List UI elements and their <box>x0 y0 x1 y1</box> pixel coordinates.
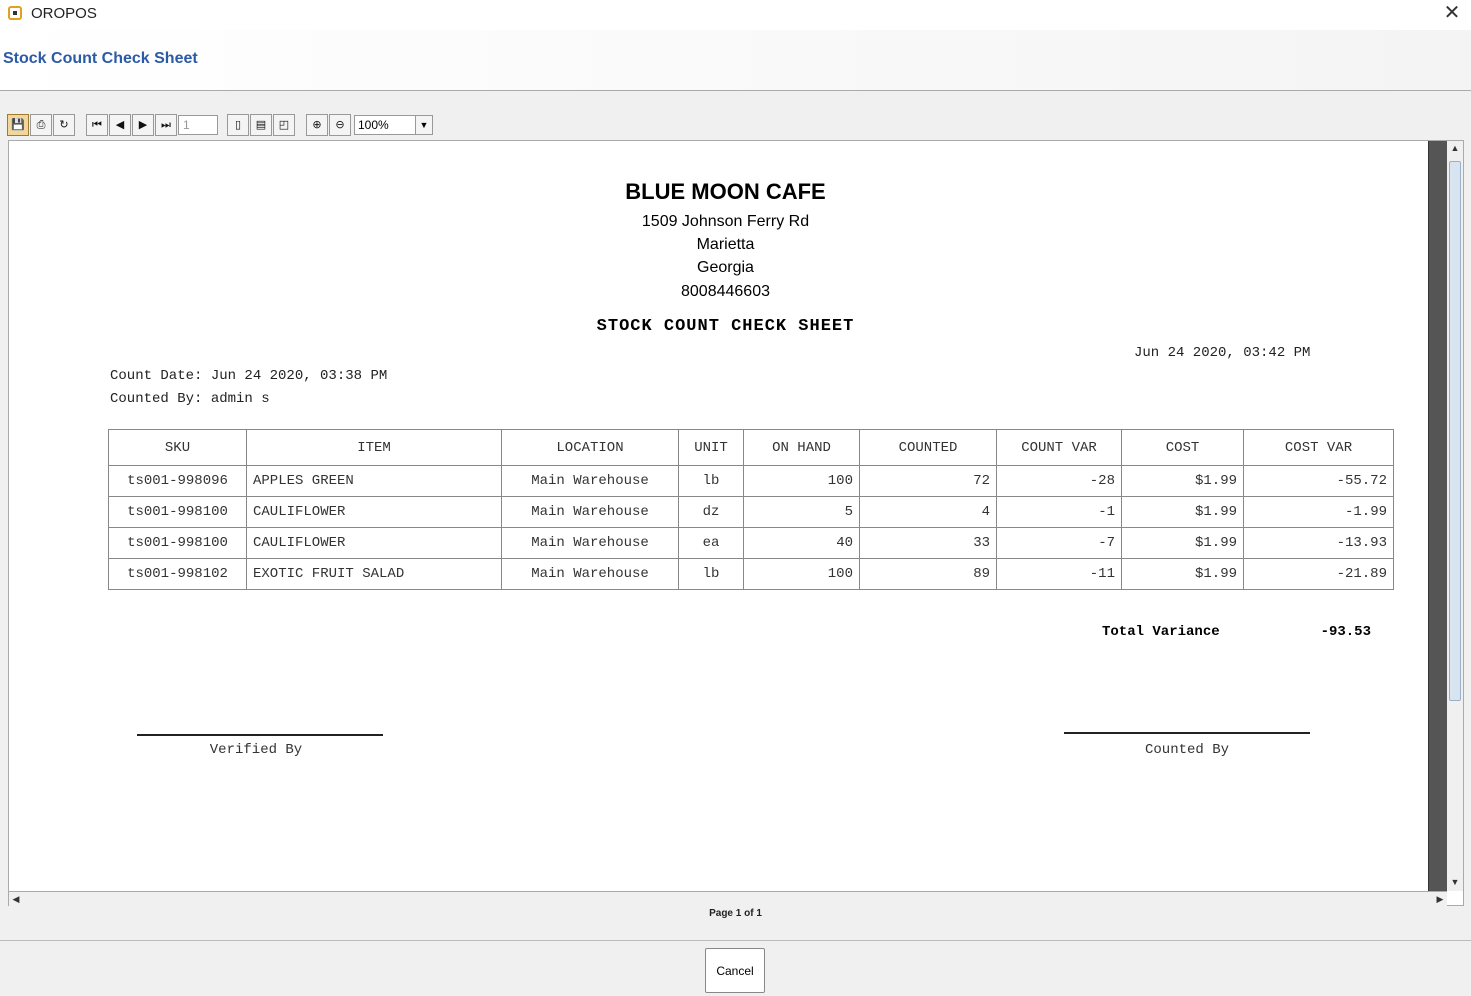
cell-cost-var: -21.89 <box>1244 559 1394 590</box>
cell-on-hand: 40 <box>744 528 860 559</box>
cell-location: Main Warehouse <box>502 528 679 559</box>
total-variance-label: Total Variance <box>1102 624 1220 640</box>
report-title: STOCK COUNT CHECK SHEET <box>596 317 855 336</box>
page-title: Stock Count Check Sheet <box>3 50 198 67</box>
report-viewer <box>8 140 1464 906</box>
fit-page-icon[interactable]: ▤ <box>250 114 272 136</box>
right-gutter <box>1428 141 1448 891</box>
cell-cost: $1.99 <box>1122 528 1244 559</box>
scroll-up-icon[interactable]: ▲ <box>1450 143 1460 153</box>
print-icon[interactable]: ⎙ <box>30 114 52 136</box>
vertical-scrollbar[interactable] <box>1447 141 1463 891</box>
cell-location: Main Warehouse <box>502 497 679 528</box>
title-bar <box>0 0 1471 30</box>
cell-cost: $1.99 <box>1122 497 1244 528</box>
table-row <box>109 497 1394 528</box>
table-header-row <box>109 430 1394 466</box>
cell-unit: lb <box>679 559 744 590</box>
cell-on-hand: 100 <box>744 466 860 497</box>
cell-cost-var: -1.99 <box>1244 497 1394 528</box>
report-toolbar <box>0 112 1471 138</box>
actual-size-icon[interactable]: ▯ <box>227 114 249 136</box>
cell-sku: ts001-998100 <box>109 497 247 528</box>
first-page-icon[interactable]: ⏮ <box>86 114 108 136</box>
company-name: BLUE MOON CAFE <box>625 179 826 204</box>
zoom-out-icon[interactable]: ⊖ <box>329 114 351 136</box>
counted-by-signature-line <box>1064 732 1310 734</box>
next-page-icon[interactable]: ▶ <box>132 114 154 136</box>
zoom-select[interactable] <box>354 115 433 135</box>
company-phone: 8008446603 <box>681 283 770 300</box>
cell-on-hand: 5 <box>744 497 860 528</box>
cell-counted: 72 <box>860 466 997 497</box>
cell-counted: 89 <box>860 559 997 590</box>
vertical-scroll-thumb[interactable] <box>1449 161 1461 701</box>
column-header-count-var: COUNT VAR <box>997 430 1122 466</box>
total-variance-value: -93.53 <box>1320 624 1371 640</box>
table-row <box>109 559 1394 590</box>
company-city: Marietta <box>696 236 755 253</box>
cell-sku: ts001-998100 <box>109 528 247 559</box>
cell-item: CAULIFLOWER <box>247 528 502 559</box>
cell-count-var: -28 <box>997 466 1122 497</box>
window-title: OROPOS <box>31 5 97 22</box>
cell-item: APPLES GREEN <box>247 466 502 497</box>
counted-by: Counted By: admin s <box>110 391 270 407</box>
previous-page-icon[interactable]: ◀ <box>109 114 131 136</box>
verified-by-signature-line <box>137 734 383 736</box>
scroll-right-icon[interactable]: ▶ <box>1436 894 1444 904</box>
stock-table <box>108 429 1394 590</box>
company-address: 1509 Johnson Ferry Rd <box>641 213 810 230</box>
left-gutter <box>9 141 24 891</box>
cell-cost: $1.99 <box>1122 466 1244 497</box>
column-header-item: ITEM <box>247 430 502 466</box>
save-icon[interactable]: 💾 <box>7 114 29 136</box>
scroll-left-icon[interactable]: ◀ <box>12 894 20 904</box>
column-header-cost: COST <box>1122 430 1244 466</box>
cell-location: Main Warehouse <box>502 466 679 497</box>
zoom-value: 100% <box>358 118 389 132</box>
zoom-in-icon[interactable]: ⊕ <box>306 114 328 136</box>
cell-unit: dz <box>679 497 744 528</box>
table-row <box>109 466 1394 497</box>
cell-unit: ea <box>679 528 744 559</box>
dialog-header <box>0 30 1471 91</box>
dialog-footer <box>0 940 1471 996</box>
cell-cost-var: -55.72 <box>1244 466 1394 497</box>
count-date: Count Date: Jun 24 2020, 03:38 PM <box>110 368 388 384</box>
cell-counted: 33 <box>860 528 997 559</box>
fit-width-icon[interactable]: ◰ <box>273 114 295 136</box>
page-indicator: Page 1 of 1 <box>709 908 762 919</box>
cell-item: EXOTIC FRUIT SALAD <box>247 559 502 590</box>
company-state: Georgia <box>697 259 754 276</box>
close-icon[interactable]: ✕ <box>1443 2 1461 24</box>
verified-by-label: Verified By <box>209 742 303 758</box>
counted-by-signature-label: Counted By <box>1144 742 1229 758</box>
column-header-cost-var: COST VAR <box>1244 430 1394 466</box>
chevron-down-icon[interactable]: ▼ <box>415 116 432 134</box>
app-logo-icon <box>8 6 22 20</box>
cell-location: Main Warehouse <box>502 559 679 590</box>
cell-cost-var: -13.93 <box>1244 528 1394 559</box>
cell-unit: lb <box>679 466 744 497</box>
scroll-down-icon[interactable]: ▼ <box>1450 877 1460 887</box>
last-page-icon[interactable]: ⏭ <box>155 114 177 136</box>
cell-on-hand: 100 <box>744 559 860 590</box>
page-number-input[interactable]: 1 <box>178 115 218 135</box>
cell-count-var: -7 <box>997 528 1122 559</box>
column-header-sku: SKU <box>109 430 247 466</box>
cell-counted: 4 <box>860 497 997 528</box>
printed-date: Jun 24 2020, 03:42 PM <box>1134 345 1311 361</box>
cell-count-var: -1 <box>997 497 1122 528</box>
cell-sku: ts001-998096 <box>109 466 247 497</box>
column-header-counted: COUNTED <box>860 430 997 466</box>
column-header-on-hand: ON HAND <box>744 430 860 466</box>
report-page <box>23 141 1428 891</box>
cell-count-var: -11 <box>997 559 1122 590</box>
cell-sku: ts001-998102 <box>109 559 247 590</box>
cell-item: CAULIFLOWER <box>247 497 502 528</box>
reload-icon[interactable]: ↻ <box>53 114 75 136</box>
column-header-unit: UNIT <box>679 430 744 466</box>
table-row <box>109 528 1394 559</box>
cancel-button[interactable]: Cancel <box>705 948 765 993</box>
cell-cost: $1.99 <box>1122 559 1244 590</box>
horizontal-scrollbar[interactable] <box>9 891 1447 906</box>
column-header-location: LOCATION <box>502 430 679 466</box>
